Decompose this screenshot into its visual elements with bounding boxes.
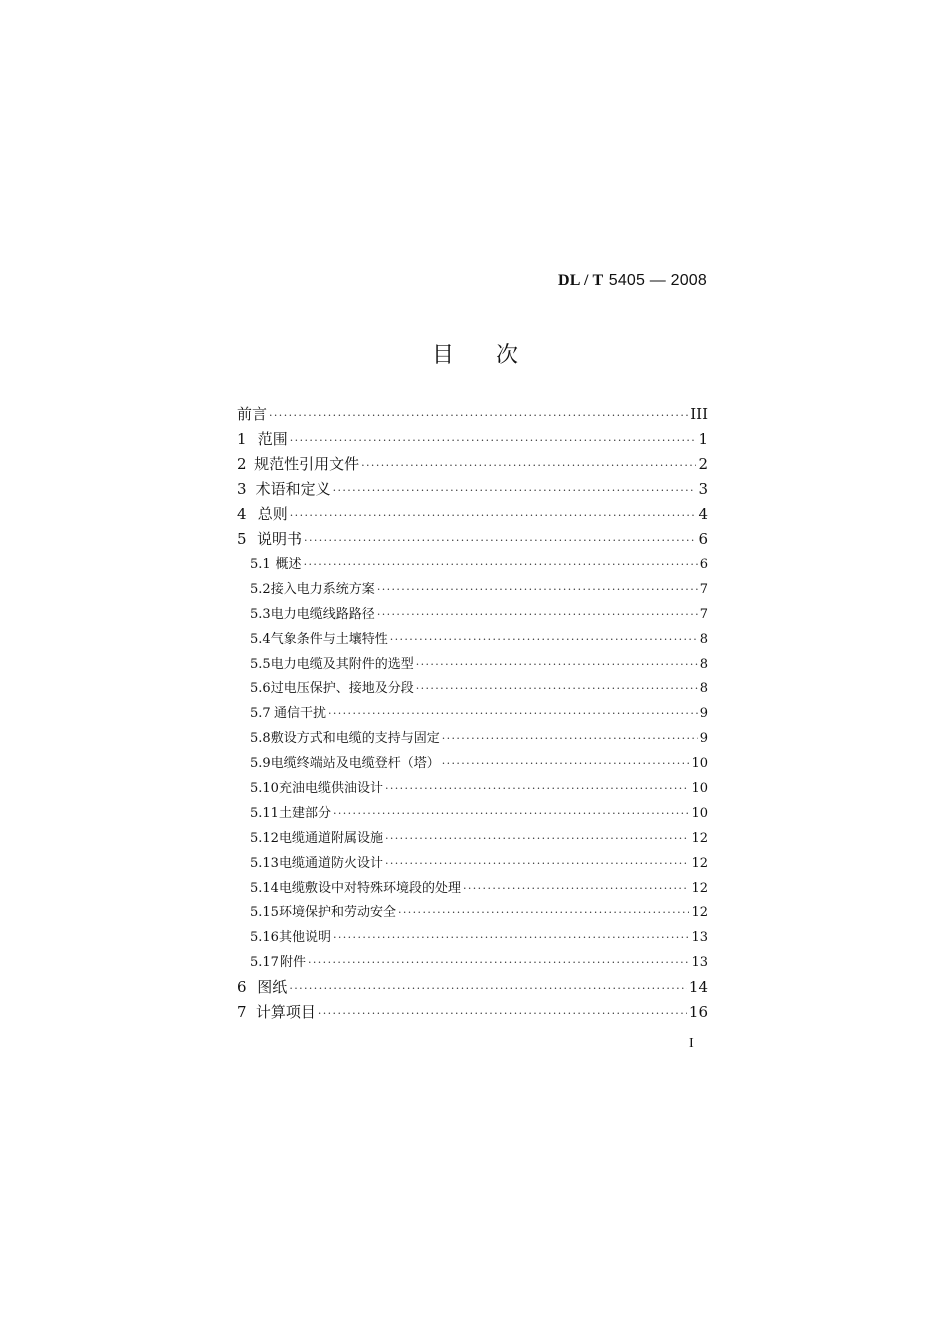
toc-entry-title: 说明书 xyxy=(257,530,303,548)
toc-entry-title: 电缆终端站及电缆登杆（塔） xyxy=(270,756,440,772)
toc-entry[interactable] xyxy=(237,951,708,976)
toc-entry[interactable] xyxy=(237,877,708,902)
toc-entry[interactable] xyxy=(237,628,708,653)
toc-entry[interactable] xyxy=(237,752,708,777)
toc-entry-number: 7 xyxy=(237,1003,247,1022)
toc-entry[interactable] xyxy=(237,403,708,428)
toc-entry-number: 5.1 xyxy=(250,557,271,572)
toc-entry[interactable] xyxy=(237,1001,708,1026)
toc-entry[interactable] xyxy=(237,528,708,553)
toc-entry-number: 5.3 xyxy=(250,606,271,622)
toc-entry[interactable] xyxy=(237,603,708,628)
toc-leader-dots xyxy=(463,882,689,895)
table-of-contents xyxy=(237,403,708,1026)
toc-entry-number: 5.8 xyxy=(250,731,271,747)
toc-entry-page: 2 xyxy=(698,455,708,473)
toc-entry-number: 5.2 xyxy=(250,581,271,597)
toc-leader-dots xyxy=(308,956,689,969)
toc-entry-page: 9 xyxy=(699,706,708,722)
toc-entry[interactable] xyxy=(237,901,708,926)
toc-entry-title: 土建部分 xyxy=(278,805,331,821)
toc-leader-dots xyxy=(304,534,696,547)
document-code-prefix: DL / T xyxy=(558,272,604,289)
toc-entry-number: 4 xyxy=(237,505,247,523)
toc-entry-page: 6 xyxy=(698,530,708,548)
toc-entry[interactable] xyxy=(237,553,708,578)
toc-entry-page: 4 xyxy=(698,505,708,523)
toc-entry-number: 5.17 xyxy=(250,955,279,971)
toc-entry-title: 接入电力系统方案 xyxy=(270,581,375,597)
toc-entry[interactable] xyxy=(237,653,708,678)
toc-leader-dots xyxy=(333,484,697,497)
toc-entry-page: 8 xyxy=(699,631,708,647)
toc-entry-number: 6 xyxy=(237,978,247,997)
toc-entry-page: 3 xyxy=(698,480,708,498)
toc-entry[interactable] xyxy=(237,428,708,453)
toc-entry-title: 术语和定义 xyxy=(255,480,331,498)
toc-entry-title: 概述 xyxy=(275,557,302,572)
toc-entry[interactable] xyxy=(237,926,708,951)
toc-entry-page: 1 xyxy=(698,430,708,448)
toc-leader-dots xyxy=(442,757,690,770)
toc-entry-title: 气象条件与土壤特性 xyxy=(270,631,388,647)
toc-entry-page: 8 xyxy=(699,681,708,697)
toc-leader-dots xyxy=(377,583,698,596)
toc-leader-dots xyxy=(416,658,698,671)
toc-entry-title: 规范性引用文件 xyxy=(254,455,360,473)
toc-entry[interactable] xyxy=(237,578,708,603)
toc-entry[interactable] xyxy=(237,478,708,503)
toc-leader-dots xyxy=(304,558,698,571)
toc-entry-page: III xyxy=(690,405,708,423)
toc-entry-number: 5.5 xyxy=(250,656,271,672)
toc-entry-page: 12 xyxy=(691,905,708,921)
toc-entry-title: 前言 xyxy=(237,405,268,423)
toc-entry-title: 过电压保护、接地及分段 xyxy=(270,681,414,697)
toc-entry-page: 14 xyxy=(688,978,708,997)
toc-entry-number: 5.7 xyxy=(250,706,271,722)
toc-entry-title: 电力电缆及其附件的选型 xyxy=(270,656,414,672)
toc-entry-number: 5.10 xyxy=(250,781,279,797)
toc-leader-dots xyxy=(361,459,696,472)
toc-entry[interactable] xyxy=(237,802,708,827)
toc-entry-title: 其他说明 xyxy=(278,930,331,946)
toc-leader-dots xyxy=(290,509,697,522)
toc-leader-dots xyxy=(385,782,689,795)
toc-entry-page: 16 xyxy=(688,1003,708,1022)
toc-leader-dots xyxy=(328,707,698,720)
toc-entry-number: 5.16 xyxy=(250,930,279,946)
toc-entry-page: 6 xyxy=(699,557,708,572)
toc-entry-number: 5.14 xyxy=(250,880,279,896)
toc-entry-title: 充油电缆供油设计 xyxy=(278,781,383,797)
toc-leader-dots xyxy=(385,832,689,845)
toc-leader-dots xyxy=(377,608,698,621)
toc-entry[interactable] xyxy=(237,852,708,877)
toc-leader-dots xyxy=(318,1007,687,1020)
toc-entry-title: 范围 xyxy=(257,430,288,448)
toc-entry-number: 5.15 xyxy=(250,905,279,921)
toc-entry-title: 电缆通道附属设施 xyxy=(278,830,383,846)
toc-entry-number: 5 xyxy=(237,530,247,548)
toc-entry-page: 13 xyxy=(691,930,708,946)
toc-entry-number: 5.4 xyxy=(250,631,271,647)
toc-entry-number: 5.6 xyxy=(250,681,271,697)
toc-leader-dots xyxy=(385,857,689,870)
toc-entry[interactable] xyxy=(237,453,708,478)
toc-entry-page: 12 xyxy=(691,830,708,846)
toc-entry-title: 附件 xyxy=(279,955,306,971)
toc-entry[interactable] xyxy=(237,827,708,852)
toc-entry[interactable] xyxy=(237,503,708,528)
toc-leader-dots xyxy=(290,434,697,447)
toc-leader-dots xyxy=(333,931,689,944)
toc-entry[interactable] xyxy=(237,777,708,802)
toc-leader-dots xyxy=(416,682,698,695)
toc-leader-dots xyxy=(442,732,698,745)
document-code-number: 5405 — 2008 xyxy=(608,272,707,289)
toc-entry-title: 计算项目 xyxy=(255,1003,316,1022)
toc-entry-title: 电缆敷设中对特殊环境段的处理 xyxy=(278,880,461,896)
toc-entry-number: 5.9 xyxy=(250,756,271,772)
toc-entry-number: 2 xyxy=(237,455,247,473)
toc-entry-title: 图纸 xyxy=(257,978,288,997)
toc-entry-title: 环境保护和劳动安全 xyxy=(278,905,396,921)
toc-leader-dots xyxy=(289,982,687,995)
toc-entry-title: 电力电缆线路路径 xyxy=(270,606,375,622)
toc-entry-number: 1 xyxy=(237,430,247,448)
toc-leader-dots xyxy=(333,807,689,820)
toc-leader-dots xyxy=(390,633,698,646)
toc-entry-number: 5.11 xyxy=(250,805,279,821)
toc-entry[interactable] xyxy=(237,702,708,727)
document-code xyxy=(558,270,707,290)
toc-leader-dots xyxy=(269,409,688,422)
toc-entry-title: 敷设方式和电缆的支持与固定 xyxy=(270,731,440,747)
page-number: I xyxy=(689,1036,694,1051)
toc-entry-page: 9 xyxy=(699,731,708,747)
toc-entry-number: 5.12 xyxy=(250,830,279,846)
toc-entry-page: 7 xyxy=(699,606,708,622)
toc-entry-page: 12 xyxy=(691,880,708,896)
toc-entry-title: 电缆通道防火设计 xyxy=(278,855,383,871)
toc-entry-page: 12 xyxy=(691,855,708,871)
toc-leader-dots xyxy=(398,906,689,919)
toc-entry-number: 5.13 xyxy=(250,855,279,871)
toc-entry-page: 10 xyxy=(691,781,708,797)
toc-entry-page: 7 xyxy=(699,581,708,597)
toc-entry-page: 8 xyxy=(699,656,708,672)
toc-title: 目次 xyxy=(431,343,560,368)
toc-entry[interactable] xyxy=(237,976,708,1001)
toc-entry-page: 13 xyxy=(691,955,708,971)
toc-entry-number: 3 xyxy=(237,480,247,498)
toc-entry[interactable] xyxy=(237,677,708,702)
toc-entry-title: 通信干扰 xyxy=(273,706,326,722)
toc-entry[interactable] xyxy=(237,727,708,752)
toc-entry-title: 总则 xyxy=(257,505,288,523)
toc-entry-page: 10 xyxy=(691,805,708,821)
toc-entry-page: 10 xyxy=(691,756,708,772)
